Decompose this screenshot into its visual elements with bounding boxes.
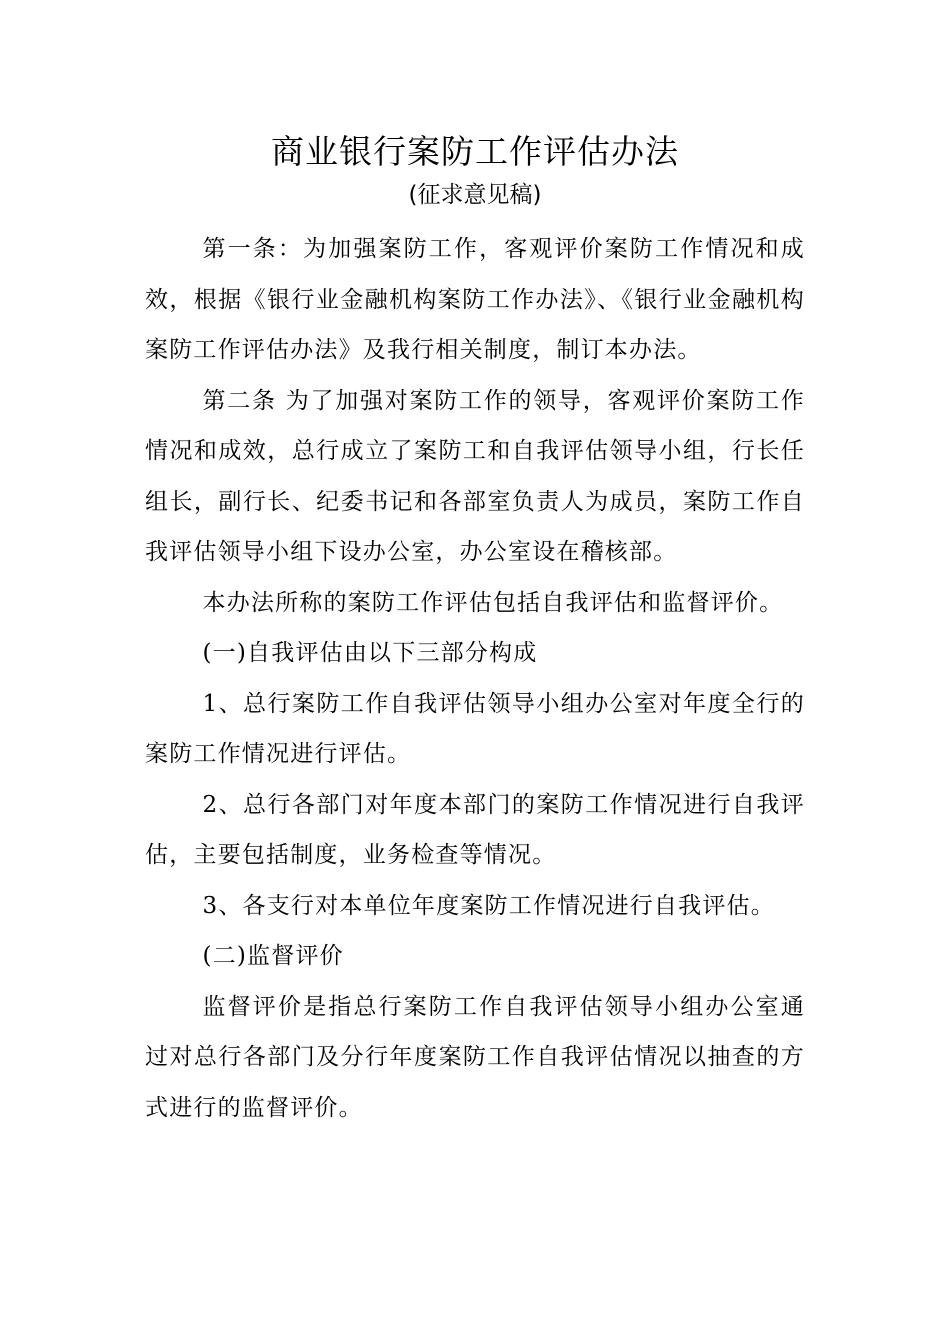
document-subtitle: (征求意见稿): [408, 182, 542, 208]
paragraph-supervision-heading: (二)监督评价: [202, 943, 344, 969]
paragraph-scope: 本办法所称的案防工作评估包括自我评估和监督评价。: [202, 589, 784, 616]
paragraph-item-3: 3、各支行对本单位年度案防工作情况进行自我评估。: [202, 892, 775, 919]
paragraph-self-assessment-heading: (一)自我评估由以下三部分构成: [202, 640, 538, 666]
document-title: 商业银行案防工作评估办法: [271, 132, 679, 171]
paragraph-article-2: 第二条 为了加强对案防工作的领导，客观评价案防工作情况和成效，总行成立了案防工和自我评估领导小组，行长任组长，副行长、纪委书记和各部室负责人为成员，案防工作自我评估领导小组下设办公室，办公室设在稽核部。: [145, 387, 805, 565]
paragraph-article-1: 第一条：为加强案防工作，客观评价案防工作情况和成效，根据《银行业金融机构案防工作办法》、《银行业金融机构案防工作评估办法》及我行相关制度，制订本办法。: [145, 236, 805, 363]
paragraph-item-1: 1、总行案防工作自我评估领导小组办公室对年度全行的案防工作情况进行评估。: [145, 690, 805, 767]
paragraph-supervision-definition: 监督评价是指总行案防工作自我评估领导小组办公室通过对总行各部门及分行年度案防工作自我评估情况以抽查的方式进行的监督评价。: [145, 993, 805, 1121]
paragraph-item-2: 2、总行各部门对年度本部门的案防工作情况进行自我评估，主要包括制度，业务检查等情况。: [145, 791, 805, 868]
